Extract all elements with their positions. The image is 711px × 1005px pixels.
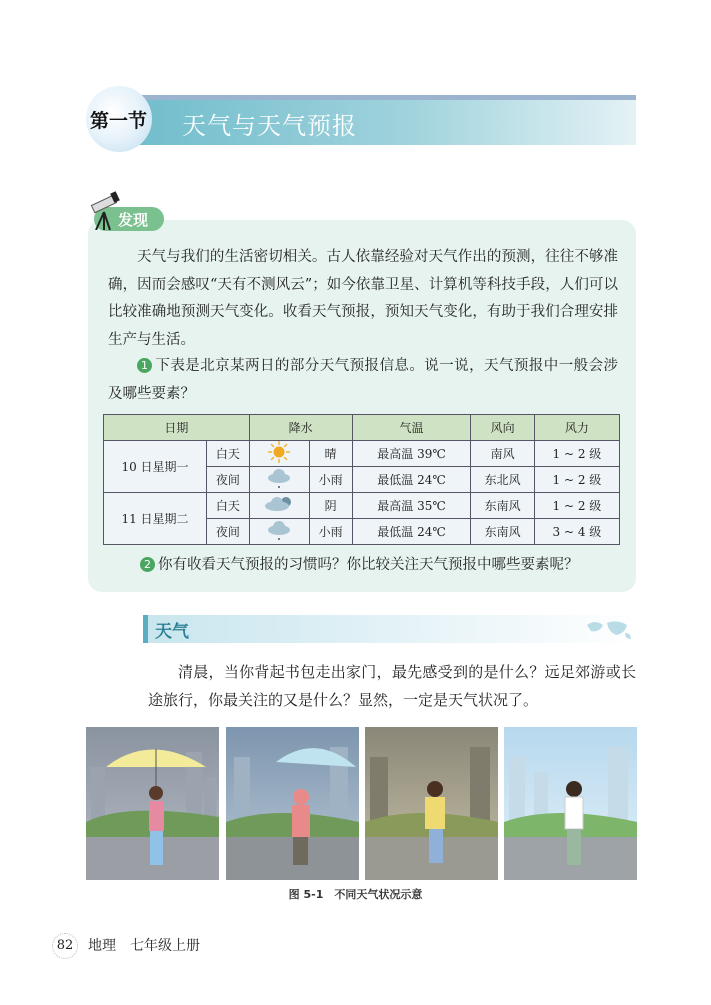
header-temp: 气温 [352, 415, 471, 441]
period-cell: 白天 [207, 441, 250, 467]
table-row [104, 441, 620, 467]
wind-dir-cell: 东南风 [471, 493, 534, 519]
period-cell: 白天 [207, 493, 250, 519]
subsection-marker [143, 615, 148, 643]
scene-rainy-umbrella [86, 727, 219, 880]
question-1-text: 下表是北京某两日的部分天气预报信息。说一说，天气预报中一般会涉及哪些要素？ [108, 358, 618, 402]
weather-cell: 阴 [309, 493, 352, 519]
subsection-title: 天气 [155, 622, 189, 642]
sun-icon [249, 441, 309, 467]
header-date: 日期 [104, 415, 250, 441]
question-1 [108, 353, 618, 408]
weather-cell: 小雨 [309, 519, 352, 545]
subsection-bar [143, 615, 636, 643]
weather-forecast-table [103, 414, 620, 545]
scene-windy [365, 727, 498, 880]
weather-cell: 晴 [309, 441, 352, 467]
date-cell: 10 日星期一 [104, 441, 207, 493]
weather-cell: 小雨 [309, 467, 352, 493]
discover-paragraph: 天气与我们的生活密切相关。古人依靠经验对天气作出的预测，往往不够准确，因而会感叹“天有不测风云”；如今依靠卫星、计算机等科技手段，人们可以比较准确地预测天气变化。收看天气预报，预知天气变化，有助于我们合理安排生产与生活。 [108, 249, 618, 348]
period-cell: 夜间 [207, 467, 250, 493]
date-cell: 11 日星期二 [104, 493, 207, 545]
page-number: 82 [52, 933, 78, 959]
book-title: 地理 七年级上册 [88, 938, 200, 954]
wind-dir-cell: 东南风 [471, 519, 534, 545]
subsection-paragraph: 清晨，当你背起书包走出家门，最先感受到的是什么？远足郊游或长途旅行，你最关注的又是什么？显然，一定是天气状况了。 [148, 663, 636, 709]
wind-force-cell: 1 ~ 2 级 [534, 441, 619, 467]
section-number: 第一节 [90, 110, 148, 132]
header-wind-force: 风力 [534, 415, 619, 441]
light-rain-icon [249, 519, 309, 545]
period-cell: 夜间 [207, 519, 250, 545]
wind-force-cell: 1 ~ 2 级 [534, 467, 619, 493]
question-2 [140, 553, 579, 574]
header-wind-dir: 风向 [471, 415, 534, 441]
scene-sunny [504, 727, 637, 880]
wind-force-cell: 1 ~ 2 级 [534, 493, 619, 519]
figure-caption: 图 5-1 不同天气状况示意 [288, 888, 423, 901]
number-badge: 2 [140, 557, 155, 572]
question-2-text: 你有收看天气预报的习惯吗？你比较关注天气预报中哪些要素呢？ [158, 557, 579, 573]
section-title: 天气与天气预报 [182, 112, 357, 140]
world-map-icon [585, 617, 635, 641]
header-precip: 降水 [249, 415, 352, 441]
light-rain-icon [249, 467, 309, 493]
overcast-icon [249, 493, 309, 519]
number-badge: 1 [137, 358, 152, 373]
scene-drizzle [226, 727, 359, 880]
temp-cell: 最高温 39℃ [352, 441, 471, 467]
temp-cell: 最低温 24℃ [352, 519, 471, 545]
temp-cell: 最低温 24℃ [352, 467, 471, 493]
temp-cell: 最高温 35℃ [352, 493, 471, 519]
wind-force-cell: 3 ~ 4 级 [534, 519, 619, 545]
wind-dir-cell: 南风 [471, 441, 534, 467]
discover-label: 发现 [118, 211, 149, 229]
telescope-icon [88, 190, 122, 230]
table-row [104, 493, 620, 519]
wind-dir-cell: 东北风 [471, 467, 534, 493]
